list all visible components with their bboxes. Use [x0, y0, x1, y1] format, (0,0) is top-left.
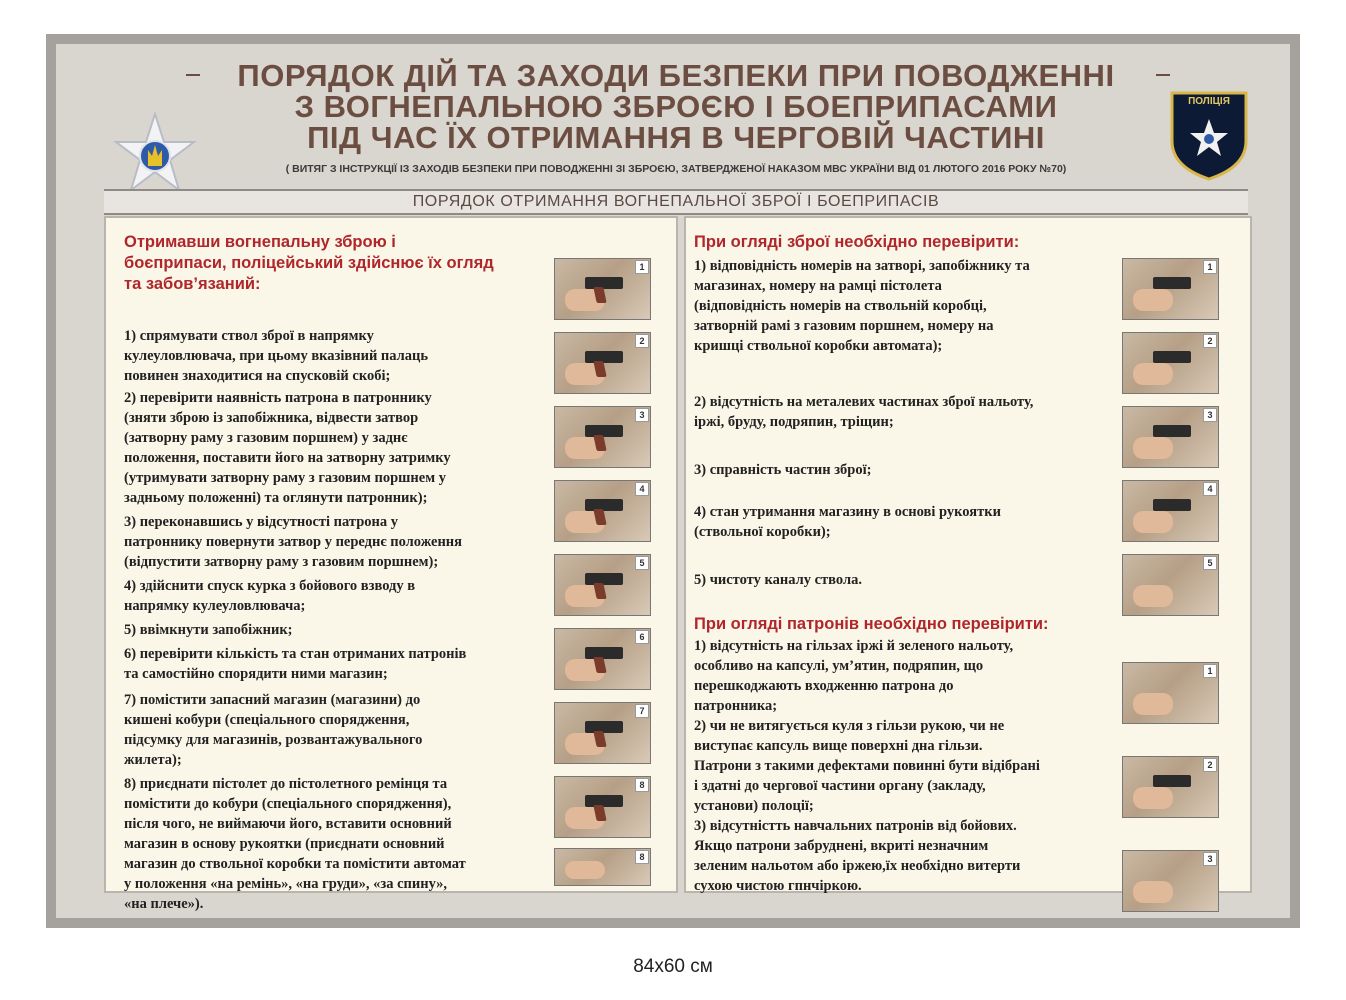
photo-number: 2	[635, 334, 649, 348]
text-line: особливо на капсулі, ум’ятин, подряпин, що	[694, 658, 984, 674]
text-line: 2) відсутність на металевих частинах зброї нальоту,	[694, 394, 1034, 410]
text-line: магазинах, номеру на рамці пістолета	[694, 278, 942, 294]
pistol-shape	[585, 795, 623, 807]
text-line: задньому положенні) та оглянути патронник);	[124, 490, 428, 506]
text-line: установи) полоції;	[694, 798, 814, 814]
ammo-photo	[1122, 850, 1219, 912]
weapon-photo	[1122, 332, 1219, 394]
hand-shape	[1133, 787, 1173, 809]
hand-shape	[1133, 693, 1173, 715]
pistol-grip-shape	[593, 731, 606, 747]
photo-number: 8	[635, 778, 649, 792]
hand-shape	[565, 861, 605, 879]
subtitle: ( ВИТЯГ З ІНСТРУКЦІЇ ІЗ ЗАХОДІВ БЕЗПЕКИ ПРИ ПОВОДЖЕННІ ЗІ ЗБРОЄЮ, ЗАТВЕРДЖЕНОЇ НАКАЗОМ МВС УКРАЇНИ ВІД 01 ЛЮТОГО 2016 РОКУ №70)	[285, 163, 1067, 175]
weapon-item-3	[694, 460, 1114, 480]
left-heading	[124, 232, 554, 295]
step-photo	[554, 480, 651, 542]
ammo-item-3	[694, 816, 1114, 896]
photo-number: 7	[635, 704, 649, 718]
section-title-bar	[104, 189, 1248, 215]
text-line: 3) справність частин зброї;	[694, 462, 872, 478]
text-line: 7) помістити запасний магазин (магазини) до	[124, 692, 421, 708]
title-line-1: ПОРЯДОК ДІЙ ТА ЗАХОДИ БЕЗПЕКИ ПРИ ПОВОДЖЕННІ	[237, 58, 1115, 93]
hand-shape	[1133, 585, 1173, 607]
pistol-grip-shape	[593, 435, 606, 451]
left-panel	[104, 216, 678, 912]
text-line: 2) чи не витягується куля з гільзи рукою, чи не	[694, 718, 1005, 734]
left-heading-line: боєприпаси, поліцейський здійснює їх огляд	[124, 254, 494, 272]
text-line: кишені кобури (спеціального спорядження,	[124, 712, 410, 728]
text-line: виступає капсуль вище поверхні дна гільзи.	[694, 738, 983, 754]
main-title	[206, 60, 1146, 153]
text-line: 4) стан утримання магазину в основі рукоятки	[694, 504, 1001, 520]
text-line: 1) відсутність на гільзах іржі й зеленого нальоту,	[694, 638, 1014, 654]
step-photo	[554, 776, 651, 838]
text-line: іржі, бруду, подряпин, тріщин;	[694, 414, 894, 430]
text-line: 3) переконавшись у відсутності патрона у	[124, 514, 398, 530]
pistol-shape	[585, 647, 623, 659]
title-ornament-left	[186, 74, 200, 76]
text-line: 1) відповідність номерів на затворі, запобіжнику та	[694, 258, 1030, 274]
text-line: (відповідність номерів на ствольній коробці,	[694, 298, 987, 314]
text-line: (зняти зброю із запобіжника, відвести затвор	[124, 410, 419, 426]
text-line: (утримувати затворну раму з газовим поршнем у	[124, 470, 446, 486]
text-line: у положення «на ремінь», «на груди», «за спину»,	[124, 876, 448, 892]
weapon-item-5	[694, 570, 1114, 590]
text-line: напрямку кулеуловлювача;	[124, 598, 306, 614]
pistol-grip-shape	[593, 361, 606, 377]
pistol-grip-shape	[593, 583, 606, 599]
text-line: патронника;	[694, 698, 778, 714]
text-line: «на плече»).	[124, 896, 204, 912]
pistol-grip-shape	[593, 657, 606, 673]
title-line-2: З ВОГНЕПАЛЬНОЮ ЗБРОЄЮ І БОЕПРИПАСАМИ	[294, 89, 1058, 124]
text-line: Патрони з такими дефектами повинні бути відібрані	[694, 758, 1040, 774]
photo-number: 3	[635, 408, 649, 422]
photo-number: 4	[1203, 482, 1217, 496]
photo-number: 2	[1203, 334, 1217, 348]
step-photo	[554, 332, 651, 394]
text-line: 3) відсутністть навчальних патронів від бойових.	[694, 818, 1017, 834]
text-line: перешкоджають входженню патрона до	[694, 678, 954, 694]
text-line: 4) здійснити спуск курка з бойового взводу в	[124, 578, 416, 594]
text-line: помістити до кобури (спеціального спорядження),	[124, 796, 452, 812]
text-line: кришці ствольної коробки автомата);	[694, 338, 943, 354]
weapon-check-heading: При огляді зброї необхідно перевірити:	[694, 233, 1020, 251]
weapon-photo	[1122, 554, 1219, 616]
text-line: магазин до ствольної коробки та помістити автомат	[124, 856, 466, 872]
section-title: ПОРЯДОК ОТРИМАННЯ ВОГНЕПАЛЬНОЇ ЗБРОЇ І БОЕПРИПАСІВ	[412, 193, 940, 210]
weapon-photo	[1122, 258, 1219, 320]
text-line: кулеуловлювача, при цьому вказівний палаць	[124, 348, 429, 364]
hand-shape	[1133, 511, 1173, 533]
weapon-photo	[1122, 406, 1219, 468]
photo-number: 1	[1203, 664, 1217, 678]
text-line: і здатні до чергової частини органу (закладу,	[694, 778, 986, 794]
hand-shape	[1133, 437, 1173, 459]
pistol-shape	[1153, 499, 1191, 511]
text-line: 2) перевірити наявність патрона в патроннику	[124, 390, 432, 406]
text-line: (ствольної коробки);	[694, 524, 831, 540]
text-line: повинен знаходитися на спусковій скобі;	[124, 368, 391, 384]
text-line: (відпустити затворну раму з газовим поршнем);	[124, 554, 439, 570]
weapon-item-4	[694, 502, 1114, 542]
pistol-shape	[1153, 277, 1191, 289]
left-item-6	[124, 644, 544, 684]
pistol-shape	[1153, 425, 1191, 437]
left-heading-line: Отримавши вогнепальну зброю і	[124, 233, 396, 251]
text-line: положення, поставити його на затворну затримку	[124, 450, 451, 466]
shield-label: ПОЛІЦІЯ	[1188, 96, 1230, 107]
photo-number: 3	[1203, 852, 1217, 866]
photo-number: 1	[1203, 260, 1217, 274]
step-photo	[554, 628, 651, 690]
step-photo	[554, 406, 651, 468]
pistol-shape	[585, 499, 623, 511]
text-line: зеленим нальотом або іржею,їх необхідно витерти	[694, 858, 1021, 874]
text-line: та самостійно спорядити ними магазин;	[124, 666, 388, 682]
text-line: 6) перевірити кількість та стан отриманих патронів	[124, 646, 467, 662]
size-label: 84х60 см	[633, 956, 713, 977]
text-line: затворній рамі з газовим поршнем, номеру на	[694, 318, 994, 334]
ammo-item-1	[694, 636, 1114, 716]
step-photo	[554, 702, 651, 764]
left-item-5	[124, 620, 544, 640]
text-line: (затворну раму з газовим поршнем) у заднє	[124, 430, 408, 446]
left-item-2	[124, 388, 544, 508]
title-line-3: ПІД ЧАС ЇХ ОТРИМАННЯ В ЧЕРГОВІЙ ЧАСТИНІ	[307, 120, 1045, 155]
text-line: після чого, не виймаючи його, вставити основний	[124, 816, 452, 832]
left-item-3	[124, 512, 544, 572]
photo-number: 1	[635, 260, 649, 274]
text-line: 8) приєднати пістолет до пістолетного ремінця та	[124, 776, 448, 792]
weapon-item-1	[694, 256, 1114, 356]
weapon-photo	[1122, 480, 1219, 542]
pistol-shape	[1153, 775, 1191, 787]
pistol-grip-shape	[593, 287, 606, 303]
hand-shape	[1133, 363, 1173, 385]
title-ornament-right	[1156, 74, 1170, 76]
text-line: патроннику повернути затвор у переднє положення	[124, 534, 463, 550]
pistol-shape	[585, 721, 623, 733]
text-line: 1) спрямувати ствол зброї в напрямку	[124, 328, 374, 344]
photo-number: 6	[635, 630, 649, 644]
right-panel	[684, 216, 1252, 893]
pistol-shape	[585, 573, 623, 585]
text-line: 5) ввімкнути запобіжник;	[124, 622, 293, 638]
text-line: 5) чистоту каналу ствола.	[694, 572, 862, 588]
step-photo	[554, 258, 651, 320]
ammo-item-2	[694, 716, 1114, 816]
pistol-shape	[585, 277, 623, 289]
weapon-item-2	[694, 392, 1114, 432]
photo-number: 3	[1203, 408, 1217, 422]
pistol-shape	[585, 351, 623, 363]
ammo-photo	[1122, 662, 1219, 724]
photo-number: 2	[1203, 758, 1217, 772]
text-line: жилета);	[124, 752, 182, 768]
left-item-1	[124, 326, 544, 386]
step-photo	[554, 554, 651, 616]
step-photo	[554, 848, 651, 886]
pistol-grip-shape	[593, 805, 606, 821]
stand-inner	[56, 44, 1290, 918]
pistol-grip-shape	[593, 509, 606, 525]
ammo-check-heading: При огляді патронів необхідно перевірити:	[694, 615, 1049, 633]
pistol-shape	[585, 425, 623, 437]
text-line: сухою чистою гпнчіркою.	[694, 878, 862, 894]
pistol-shape	[1153, 351, 1191, 363]
photo-number: 8	[635, 850, 649, 864]
stand-board	[46, 34, 1300, 928]
left-item-7	[124, 690, 544, 770]
left-item-4	[124, 576, 544, 616]
left-heading-line: та забов’язаний:	[124, 275, 261, 293]
text-line: магазин в основу рукоятки (приєднати основний	[124, 836, 445, 852]
text-line: підсумку для магазинів, розвантажувального	[124, 732, 423, 748]
hand-shape	[1133, 289, 1173, 311]
text-line: Якщо патрони забруднені, вкриті незначним	[694, 838, 989, 854]
photo-number: 5	[635, 556, 649, 570]
ammo-photo	[1122, 756, 1219, 818]
photo-number: 4	[635, 482, 649, 496]
left-item-8	[124, 774, 544, 914]
photo-number: 5	[1203, 556, 1217, 570]
hand-shape	[1133, 881, 1173, 903]
